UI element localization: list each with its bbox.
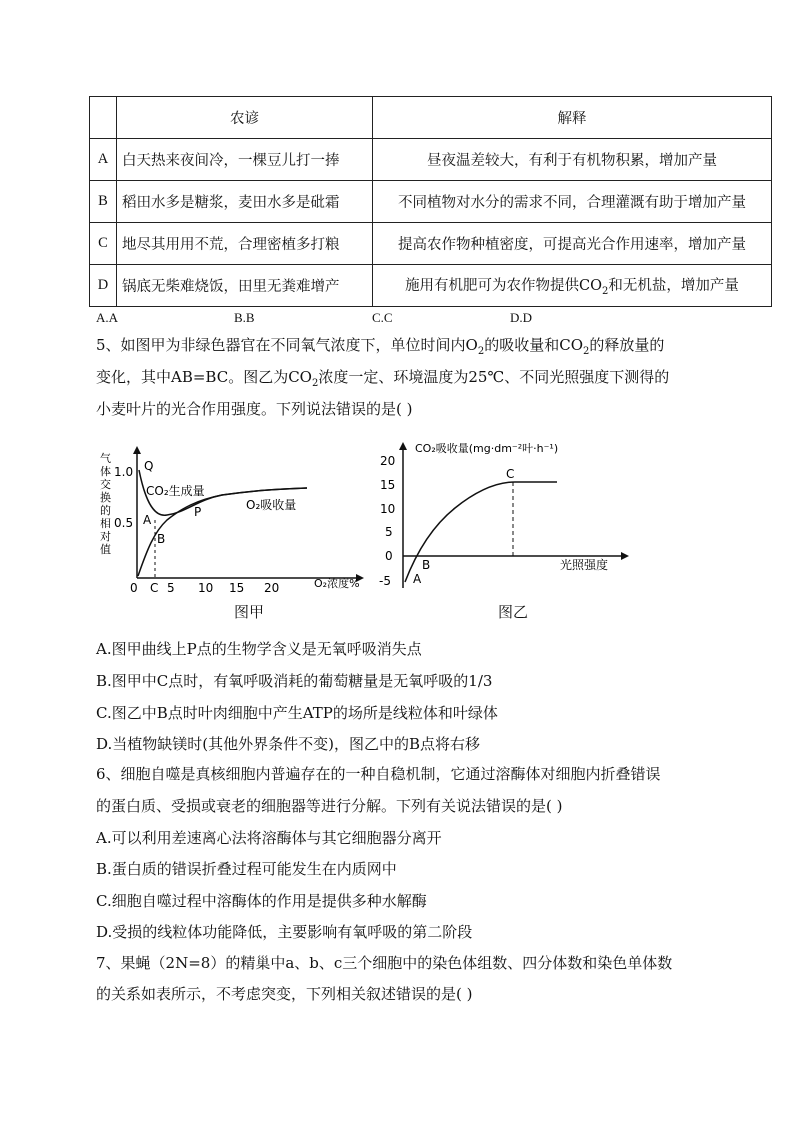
row-saying: 稻田水多是糖浆，麦田水多是砒霜 — [117, 181, 373, 223]
x-tick-c: C — [150, 581, 159, 595]
y-tick-0.5: 0.5 — [114, 516, 134, 530]
q5-stem-line1: 5、如图甲为非绿色器官在不同氧气浓度下，单位时间内$O_2$的吸收量和$CO_2$的释放量的 — [96, 336, 665, 357]
y-axis-arrow — [399, 442, 407, 450]
row-explain: 不同植物对水分的需求不同，合理灌溉有助于增加产量 — [373, 181, 772, 223]
row-explain: 提高农作物种植密度，可提高光合作用速率，增加产量 — [373, 223, 772, 265]
table-row — [90, 181, 772, 223]
q6-option-b: B.蛋白质的错误折叠过程可能发生在内质网中 — [96, 860, 397, 878]
point-p-label: P — [194, 505, 202, 519]
figure-jia-caption: 图甲 — [234, 603, 265, 621]
y-tick-20: 20 — [380, 454, 396, 468]
y-axis-arrow — [133, 446, 141, 454]
y-tick-1.0: 1.0 — [114, 465, 134, 479]
y-axis-label-2: 体 — [100, 465, 111, 478]
q4-option-a: A.A — [96, 310, 119, 325]
q6-option-d: D.受损的线粒体功能降低，主要影响有氧呼吸的第二阶段 — [96, 923, 473, 941]
q4-option-d: D.D — [510, 310, 533, 325]
y-axis-label-7: 对 — [100, 530, 111, 543]
row-label: B — [90, 181, 117, 223]
row-label: D — [90, 265, 117, 307]
table-header-explain: 解释 — [373, 97, 772, 139]
x-axis-arrow — [621, 552, 629, 560]
table-row — [90, 265, 772, 307]
q6-option-c: C.细胞自噬过程中溶酶体的作用是提供多种水解酶 — [96, 892, 427, 910]
x-tick-10: 10 — [198, 581, 214, 595]
q5-stem-line3: 小麦叶片的光合作用强度。下列说法错误的是( ) — [96, 400, 413, 418]
x-tick-5: 5 — [167, 581, 175, 595]
q4-option-b: B.B — [234, 310, 255, 325]
q5-option-b: B.图甲中C点时，有氧呼吸消耗的葡萄糖量是无氧呼吸的1/3 — [96, 672, 493, 690]
o2-curve-label: O₂吸收量 — [246, 498, 297, 512]
q7-stem-line2: 的关系如表所示，不考虑突变，下列相关叙述错误的是( ) — [96, 985, 473, 1003]
table-header-blank — [90, 97, 117, 139]
x-axis-label: O₂浓度% — [314, 577, 360, 590]
row-explain: 施用有机肥可为农作物提供$CO_2$和无机盐，增加产量 — [373, 265, 772, 307]
q5-option-a: A.图甲曲线上P点的生物学含义是无氧呼吸消失点 — [96, 640, 422, 658]
y-tick-0: 0 — [385, 549, 393, 563]
x-tick-15: 15 — [229, 581, 245, 595]
point-q-label: Q — [144, 459, 154, 473]
point-b-label: B — [422, 558, 431, 572]
y-axis-label-6: 相 — [100, 517, 111, 530]
q6-stem-line1: 6、细胞自噬是真核细胞内普遍存在的一种自稳机制，它通过溶酶体对细胞内折叠错误 — [96, 765, 661, 783]
y-axis-label-8: 值 — [100, 543, 111, 556]
row-label: A — [90, 139, 117, 181]
y-axis-label-3: 交 — [100, 478, 111, 491]
row-saying: 白天热来夜间冷，一棵豆儿打一捧 — [117, 139, 373, 181]
q4-option-c: C.C — [372, 310, 393, 325]
figure-jia — [92, 440, 382, 600]
point-b-label: B — [157, 532, 166, 546]
x-axis-label: 光照强度 — [560, 558, 609, 572]
table-header-row — [90, 97, 772, 139]
y-tick-neg5: -5 — [379, 574, 391, 588]
figure-yi — [375, 436, 635, 596]
row-saying: 锅底无柴难烧饭，田里无粪难增产 — [117, 265, 373, 307]
figure-yi-caption: 图乙 — [498, 603, 529, 621]
y-axis-label: CO₂吸收量(mg·dm⁻²叶·h⁻¹) — [415, 442, 559, 455]
q5-option-d: D.当植物缺镁时(其他外界条件不变)，图乙中的B点将右移 — [96, 735, 480, 753]
point-a-label: A — [143, 513, 152, 527]
table-header-saying: 农谚 — [117, 97, 373, 139]
q7-stem-line1: 7、果蝇（2N=8）的精巢中a、b、c三个细胞中的染色体组数、四分体数和染色单体数 — [96, 954, 673, 972]
y-tick-5: 5 — [385, 525, 393, 539]
q6-stem-line2: 的蛋白质、受损或衰老的细胞器等进行分解。下列有关说法错误的是( ) — [96, 797, 563, 815]
y-axis-label-4: 换 — [100, 491, 111, 504]
proverb-table — [89, 96, 772, 307]
co2-curve-label: CO₂生成量 — [146, 484, 205, 498]
q5-stem-line2: 变化，其中AB=BC。图乙为$CO_2$浓度一定、环境温度为25℃、不同光照强度下测得的 — [96, 368, 670, 389]
y-tick-10: 10 — [380, 502, 396, 516]
row-label: C — [90, 223, 117, 265]
point-a-label: A — [413, 572, 422, 586]
row-saying: 地尽其用用不荒，合理密植多打粮 — [117, 223, 373, 265]
y-axis-label-5: 的 — [100, 504, 111, 517]
y-tick-15: 15 — [380, 478, 396, 492]
point-c-label: C — [506, 467, 515, 481]
table-row — [90, 223, 772, 265]
y-axis-label-1: 气 — [100, 452, 111, 465]
q6-option-a: A.可以利用差速离心法将溶酶体与其它细胞器分离开 — [96, 829, 442, 847]
q5-option-c: C.图乙中B点时叶肉细胞中产生ATP的场所是线粒体和叶绿体 — [96, 704, 498, 722]
x-tick-20: 20 — [264, 581, 280, 595]
table-row — [90, 139, 772, 181]
y-tick-0: 0 — [130, 581, 138, 595]
row-explain: 昼夜温差较大，有利于有机物积累，增加产量 — [373, 139, 772, 181]
